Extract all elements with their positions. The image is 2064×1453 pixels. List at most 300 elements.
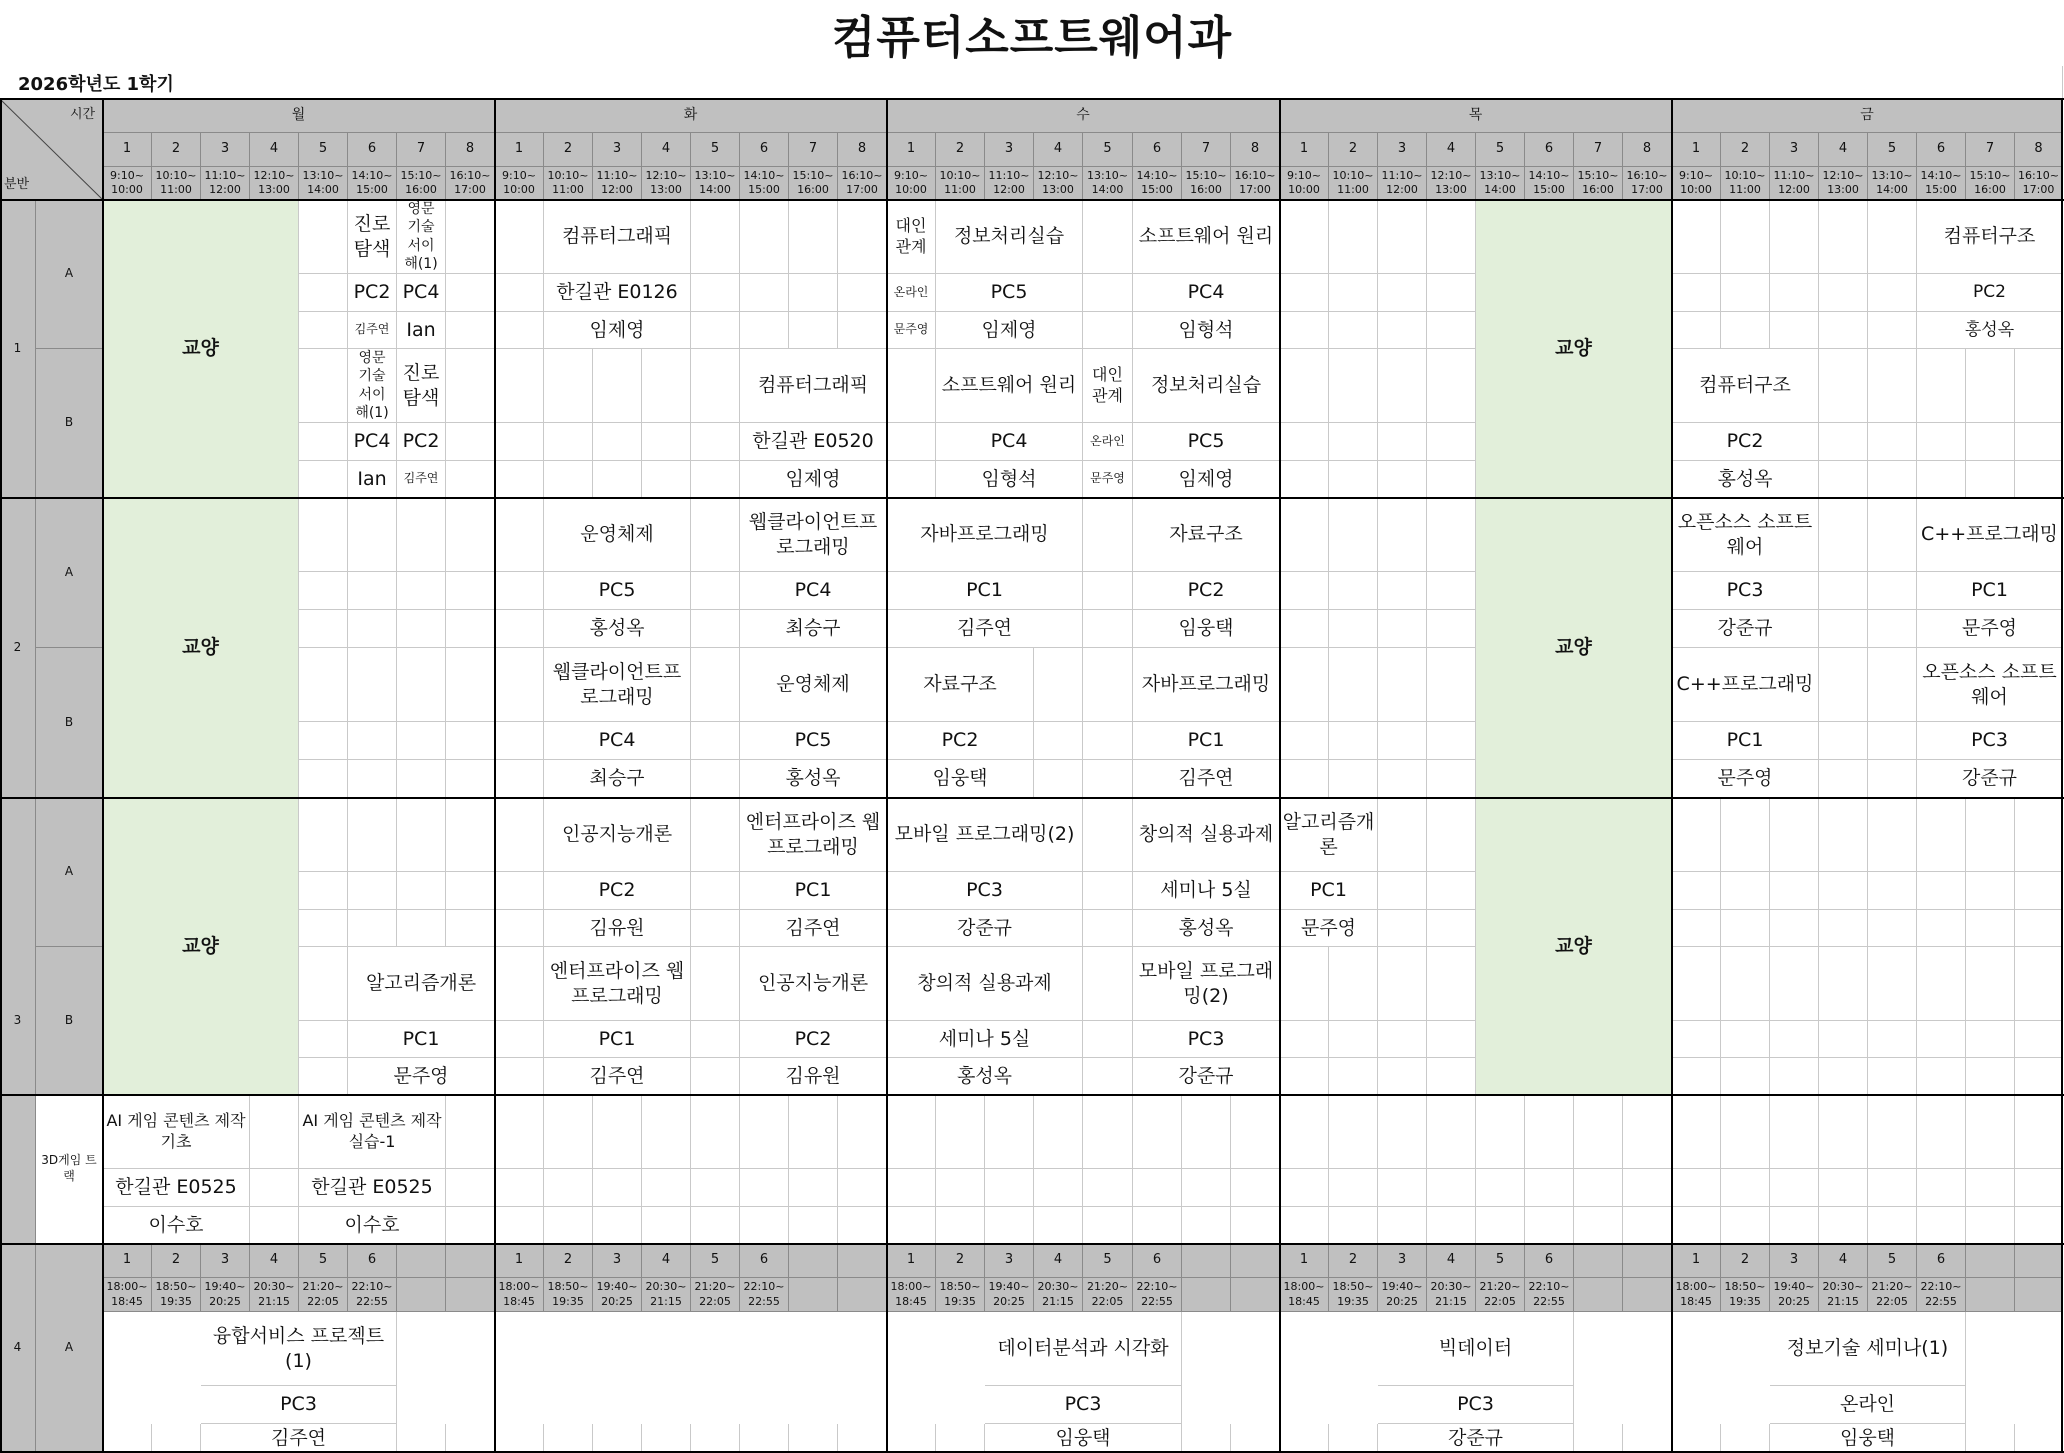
grid-cell[interactable] [1280, 461, 1329, 498]
grid-cell[interactable] [397, 1424, 446, 1453]
grid-cell[interactable] [1770, 1058, 1819, 1095]
course-name[interactable]: 오픈소스 소프트웨어 [1672, 498, 1819, 572]
grid-cell[interactable] [299, 872, 348, 910]
grid-cell[interactable] [1672, 1207, 1721, 1244]
course-professor[interactable]: 홍성옥 [1672, 461, 1819, 498]
grid-cell[interactable] [446, 200, 495, 274]
grid-cell[interactable] [446, 572, 495, 610]
grid-cell[interactable] [1623, 1095, 1672, 1169]
grid-cell[interactable] [299, 760, 348, 798]
grid-cell[interactable] [1083, 200, 1133, 274]
course-professor[interactable]: 임제영 [936, 312, 1083, 349]
grid-cell[interactable] [495, 498, 544, 572]
grid-cell[interactable] [1182, 1207, 1231, 1244]
grid-cell[interactable] [1868, 461, 1917, 498]
grid-cell[interactable] [1378, 872, 1427, 910]
course-room[interactable]: 세미나 5실 [1133, 872, 1280, 910]
grid-cell[interactable] [1721, 1169, 1770, 1207]
grid-cell[interactable] [691, 274, 740, 312]
course-professor[interactable]: 최승구 [740, 610, 887, 648]
course-professor[interactable]: 임제영 [544, 312, 691, 349]
grid-cell[interactable] [838, 1424, 887, 1453]
course-name[interactable]: 운영체제 [740, 648, 887, 722]
grid-cell[interactable] [1083, 722, 1133, 760]
course-professor[interactable]: 강준규 [1378, 1424, 1574, 1453]
grid-cell[interactable] [1917, 349, 1966, 423]
grid-cell[interactable] [1280, 648, 1329, 722]
grid-cell[interactable] [299, 274, 348, 312]
grid-cell[interactable] [1917, 1095, 1966, 1169]
grid-cell[interactable] [887, 1169, 936, 1207]
course-professor[interactable]: 김주연 [348, 312, 397, 349]
grid-cell[interactable] [1034, 648, 1083, 722]
grid-cell[interactable] [691, 910, 740, 947]
grid-cell[interactable] [446, 461, 495, 498]
grid-cell[interactable] [1378, 498, 1427, 572]
grid-cell[interactable] [1083, 572, 1133, 610]
grid-cell[interactable] [495, 910, 544, 947]
course-professor[interactable]: 강준규 [887, 910, 1083, 947]
grid-cell[interactable] [397, 648, 446, 722]
course-name[interactable]: 자바프로그래밍 [1133, 648, 1280, 722]
grid-cell[interactable] [299, 1058, 348, 1095]
grid-cell[interactable] [446, 349, 495, 423]
grid-cell[interactable] [789, 1095, 838, 1169]
grid-cell[interactable] [593, 349, 642, 423]
grid-cell[interactable] [1427, 200, 1476, 274]
grid-cell[interactable] [691, 947, 740, 1021]
course-room[interactable]: PC4 [348, 423, 397, 461]
grid-cell[interactable] [1770, 1021, 1819, 1058]
course-professor[interactable]: 문주영 [1917, 610, 2063, 648]
grid-cell[interactable] [1917, 461, 1966, 498]
grid-cell[interactable] [1182, 1095, 1231, 1169]
grid-cell[interactable] [103, 1424, 152, 1453]
course-name[interactable]: 진로 탐색 [397, 349, 446, 423]
grid-cell[interactable] [1476, 1169, 1525, 1207]
course-professor[interactable]: 문주영 [1083, 461, 1133, 498]
grid-cell[interactable] [1280, 349, 1329, 423]
course-name[interactable]: 자료구조 [887, 648, 1034, 722]
grid-cell[interactable] [1623, 1169, 1672, 1207]
grid-cell[interactable] [1083, 947, 1133, 1021]
course-name[interactable]: 정보처리실습 [1133, 349, 1280, 423]
grid-cell[interactable] [1034, 760, 1083, 798]
grid-cell[interactable] [1378, 274, 1427, 312]
grid-cell[interactable] [1917, 1021, 1966, 1058]
grid-cell[interactable] [1280, 760, 1329, 798]
grid-cell[interactable] [1280, 1095, 1329, 1169]
course-professor[interactable]: 임형석 [936, 461, 1083, 498]
grid-cell[interactable] [1966, 872, 2015, 910]
grid-cell[interactable] [397, 910, 446, 947]
grid-cell[interactable] [1329, 349, 1378, 423]
grid-cell[interactable] [1329, 722, 1378, 760]
grid-cell[interactable] [838, 312, 887, 349]
grid-cell[interactable] [495, 722, 544, 760]
grid-cell[interactable] [1721, 1095, 1770, 1169]
grid-cell[interactable] [1770, 312, 1819, 349]
grid-cell[interactable] [1133, 1207, 1182, 1244]
course-room[interactable]: PC1 [1917, 572, 2063, 610]
course-name[interactable]: C++프로그래밍 [1917, 498, 2063, 572]
grid-cell[interactable] [1378, 798, 1427, 872]
grid-cell[interactable] [1034, 1169, 1083, 1207]
grid-cell[interactable] [1427, 461, 1476, 498]
grid-cell[interactable] [544, 1095, 593, 1169]
grid-cell[interactable] [397, 722, 446, 760]
grid-cell[interactable] [1034, 1095, 1083, 1169]
grid-cell[interactable] [838, 1169, 887, 1207]
grid-cell[interactable] [1378, 200, 1427, 274]
grid-cell[interactable] [1329, 648, 1378, 722]
grid-cell[interactable] [642, 1207, 691, 1244]
course-name[interactable]: 정보처리실습 [936, 200, 1083, 274]
grid-cell[interactable] [1819, 1169, 1868, 1207]
grid-cell[interactable] [1770, 1095, 1819, 1169]
grid-cell[interactable] [985, 1169, 1034, 1207]
course-professor[interactable]: 강준규 [1133, 1058, 1280, 1095]
grid-cell[interactable] [1819, 648, 1868, 722]
course-room[interactable]: PC1 [544, 1021, 691, 1058]
grid-cell[interactable] [1819, 1021, 1868, 1058]
course-room[interactable]: PC2 [348, 274, 397, 312]
course-room[interactable]: PC3 [985, 1386, 1182, 1424]
grid-cell[interactable] [1966, 423, 2015, 461]
course-name[interactable]: AI 게임 콘텐츠 제작 기초 [103, 1095, 250, 1169]
grid-cell[interactable] [299, 910, 348, 947]
grid-cell[interactable] [1329, 498, 1378, 572]
grid-cell[interactable] [495, 1095, 544, 1169]
grid-cell[interactable] [1770, 872, 1819, 910]
course-name[interactable]: 컴퓨터그래픽 [740, 349, 887, 423]
grid-cell[interactable] [2015, 798, 2063, 872]
course-professor[interactable]: 김주연 [1133, 760, 1280, 798]
grid-cell[interactable] [152, 1424, 201, 1453]
grid-cell[interactable] [1819, 1207, 1868, 1244]
grid-cell[interactable] [397, 760, 446, 798]
grid-cell[interactable] [1427, 274, 1476, 312]
grid-cell[interactable] [1427, 1058, 1476, 1095]
grid-cell[interactable] [1672, 200, 1721, 274]
grid-cell[interactable] [1280, 1021, 1329, 1058]
grid-cell[interactable] [1966, 910, 2015, 947]
course-professor[interactable]: 홍성옥 [1133, 910, 1280, 947]
course-room[interactable]: 온라인 [887, 274, 936, 312]
grid-cell[interactable] [789, 312, 838, 349]
grid-cell[interactable] [887, 1424, 936, 1453]
grid-cell[interactable] [691, 461, 740, 498]
grid-cell[interactable] [1868, 200, 1917, 274]
grid-cell[interactable] [740, 1169, 789, 1207]
grid-cell[interactable] [1182, 1424, 1231, 1453]
grid-cell[interactable] [348, 910, 397, 947]
grid-cell[interactable] [446, 610, 495, 648]
grid-cell[interactable] [1868, 760, 1917, 798]
grid-cell[interactable] [1329, 461, 1378, 498]
grid-cell[interactable] [936, 1424, 985, 1453]
grid-cell[interactable] [1427, 910, 1476, 947]
grid-cell[interactable] [348, 872, 397, 910]
grid-cell[interactable] [1525, 1095, 1574, 1169]
grid-cell[interactable] [1917, 1169, 1966, 1207]
grid-cell[interactable] [446, 910, 495, 947]
grid-cell[interactable] [1574, 1169, 1623, 1207]
grid-cell[interactable] [1182, 1169, 1231, 1207]
grid-cell[interactable] [1917, 423, 1966, 461]
grid-cell[interactable] [1280, 610, 1329, 648]
course-name[interactable]: 인공지능개론 [544, 798, 691, 872]
course-room[interactable]: PC1 [1280, 872, 1378, 910]
grid-cell[interactable] [1378, 760, 1427, 798]
grid-cell[interactable] [1427, 947, 1476, 1021]
course-professor[interactable]: 이수호 [299, 1207, 446, 1244]
grid-cell[interactable] [740, 1207, 789, 1244]
grid-cell[interactable] [348, 498, 397, 572]
course-room[interactable]: PC2 [544, 872, 691, 910]
grid-cell[interactable] [1378, 610, 1427, 648]
grid-cell[interactable] [1280, 312, 1329, 349]
course-room[interactable]: PC1 [348, 1021, 495, 1058]
grid-cell[interactable] [789, 274, 838, 312]
grid-cell[interactable] [1083, 498, 1133, 572]
grid-cell[interactable] [1427, 1095, 1476, 1169]
grid-cell[interactable] [1280, 572, 1329, 610]
course-professor[interactable]: 이수호 [103, 1207, 250, 1244]
grid-cell[interactable] [1868, 1095, 1917, 1169]
grid-cell[interactable] [593, 1169, 642, 1207]
grid-cell[interactable] [642, 349, 691, 423]
grid-cell[interactable] [495, 648, 544, 722]
course-room[interactable]: PC2 [1672, 423, 1819, 461]
grid-cell[interactable] [446, 498, 495, 572]
grid-cell[interactable] [495, 461, 544, 498]
grid-cell[interactable] [446, 798, 495, 872]
grid-cell[interactable] [1868, 1169, 1917, 1207]
grid-cell[interactable] [1721, 312, 1770, 349]
grid-cell[interactable] [1770, 1207, 1819, 1244]
grid-cell[interactable] [2015, 1424, 2063, 1453]
course-professor[interactable]: 김유원 [740, 1058, 887, 1095]
grid-cell[interactable] [299, 572, 348, 610]
grid-cell[interactable] [1427, 1207, 1476, 1244]
grid-cell[interactable] [1083, 1169, 1133, 1207]
course-name[interactable]: 엔터프라이즈 웹프로그래밍 [740, 798, 887, 872]
grid-cell[interactable] [1672, 274, 1721, 312]
grid-cell[interactable] [1280, 1424, 1329, 1453]
grid-cell[interactable] [299, 498, 348, 572]
course-professor[interactable]: 임형석 [1133, 312, 1280, 349]
grid-cell[interactable] [1427, 872, 1476, 910]
grid-cell[interactable] [1868, 872, 1917, 910]
grid-cell[interactable] [1476, 1207, 1525, 1244]
grid-cell[interactable] [1966, 1058, 2015, 1095]
grid-cell[interactable] [1378, 648, 1427, 722]
grid-cell[interactable] [1133, 1095, 1182, 1169]
grid-cell[interactable] [2015, 1207, 2063, 1244]
grid-cell[interactable] [250, 1095, 299, 1169]
grid-cell[interactable] [495, 349, 544, 423]
course-room[interactable]: PC4 [740, 572, 887, 610]
grid-cell[interactable] [642, 461, 691, 498]
grid-cell[interactable] [1083, 1058, 1133, 1095]
course-room[interactable]: PC1 [887, 572, 1083, 610]
course-professor[interactable]: 김주연 [544, 1058, 691, 1095]
grid-cell[interactable] [1721, 910, 1770, 947]
grid-cell[interactable] [1868, 648, 1917, 722]
course-name[interactable]: 자료구조 [1133, 498, 1280, 572]
grid-cell[interactable] [544, 349, 593, 423]
grid-cell[interactable] [1770, 274, 1819, 312]
grid-cell[interactable] [1280, 1169, 1329, 1207]
course-room[interactable]: PC3 [201, 1386, 397, 1424]
course-professor[interactable]: 임제영 [740, 461, 887, 498]
grid-cell[interactable] [544, 1207, 593, 1244]
course-professor[interactable]: 홍성옥 [740, 760, 887, 798]
course-room[interactable]: 한길관 E0525 [299, 1169, 446, 1207]
grid-cell[interactable] [397, 872, 446, 910]
grid-cell[interactable] [1329, 1058, 1378, 1095]
grid-cell[interactable] [1427, 610, 1476, 648]
course-name[interactable]: 영문 기술 서이 해(1) [348, 349, 397, 423]
grid-cell[interactable] [299, 610, 348, 648]
course-name[interactable]: 창의적 실용과제 [887, 947, 1083, 1021]
grid-cell[interactable] [691, 610, 740, 648]
grid-cell[interactable] [1574, 1424, 1623, 1453]
course-professor[interactable]: 김유원 [544, 910, 691, 947]
grid-cell[interactable] [1231, 1169, 1280, 1207]
course-name[interactable]: 데이터분석과 시각화 [985, 1312, 1182, 1386]
grid-cell[interactable] [1427, 498, 1476, 572]
course-professor[interactable]: 문주영 [887, 312, 936, 349]
grid-cell[interactable] [1329, 1021, 1378, 1058]
grid-cell[interactable] [1378, 1021, 1427, 1058]
course-professor[interactable]: 홍성옥 [544, 610, 691, 648]
grid-cell[interactable] [1231, 1207, 1280, 1244]
grid-cell[interactable] [348, 798, 397, 872]
grid-cell[interactable] [495, 610, 544, 648]
grid-cell[interactable] [299, 1021, 348, 1058]
grid-cell[interactable] [1378, 312, 1427, 349]
course-name[interactable]: AI 게임 콘텐츠 제작 실습-1 [299, 1095, 446, 1169]
grid-cell[interactable] [691, 872, 740, 910]
grid-cell[interactable] [446, 872, 495, 910]
grid-cell[interactable] [1721, 1021, 1770, 1058]
grid-cell[interactable] [1427, 572, 1476, 610]
grid-cell[interactable] [446, 312, 495, 349]
grid-cell[interactable] [1378, 722, 1427, 760]
course-professor[interactable]: Ian [397, 312, 446, 349]
course-name[interactable]: 엔터프라이즈 웹프로그래밍 [544, 947, 691, 1021]
grid-cell[interactable] [1083, 312, 1133, 349]
course-name[interactable]: 정보기술 세미나(1) [1770, 1312, 1966, 1386]
grid-cell[interactable] [1427, 1169, 1476, 1207]
grid-cell[interactable] [691, 1207, 740, 1244]
grid-cell[interactable] [1721, 1424, 1770, 1453]
course-room[interactable]: PC2 [887, 722, 1034, 760]
grid-cell[interactable] [1329, 1095, 1378, 1169]
grid-cell[interactable] [2015, 461, 2063, 498]
grid-cell[interactable] [1083, 274, 1133, 312]
course-room[interactable]: PC5 [544, 572, 691, 610]
grid-cell[interactable] [1427, 1021, 1476, 1058]
grid-cell[interactable] [446, 722, 495, 760]
course-professor[interactable]: 문주영 [1280, 910, 1378, 947]
grid-cell[interactable] [642, 423, 691, 461]
grid-cell[interactable] [495, 312, 544, 349]
course-room[interactable]: PC5 [740, 722, 887, 760]
course-name[interactable]: 자바프로그래밍 [887, 498, 1083, 572]
grid-cell[interactable] [838, 274, 887, 312]
grid-cell[interactable] [2015, 1058, 2063, 1095]
course-name[interactable]: 진로 탐색 [348, 200, 397, 274]
grid-cell[interactable] [691, 760, 740, 798]
grid-cell[interactable] [593, 1424, 642, 1453]
grid-cell[interactable] [495, 947, 544, 1021]
course-professor[interactable]: 강준규 [1917, 760, 2063, 798]
grid-cell[interactable] [299, 423, 348, 461]
grid-cell[interactable] [1868, 349, 1917, 423]
course-professor[interactable]: 임웅택 [1770, 1424, 1966, 1453]
course-room[interactable]: PC4 [936, 423, 1083, 461]
grid-cell[interactable] [1868, 1021, 1917, 1058]
course-name[interactable]: 창의적 실용과제 [1133, 798, 1280, 872]
grid-cell[interactable] [495, 200, 544, 274]
course-room[interactable]: PC2 [740, 1021, 887, 1058]
course-room[interactable]: PC4 [397, 274, 446, 312]
grid-cell[interactable] [495, 1058, 544, 1095]
grid-cell[interactable] [299, 798, 348, 872]
course-professor[interactable]: 문주영 [348, 1058, 495, 1095]
grid-cell[interactable] [740, 200, 789, 274]
grid-cell[interactable] [299, 312, 348, 349]
grid-cell[interactable] [348, 648, 397, 722]
grid-cell[interactable] [1966, 947, 2015, 1021]
grid-cell[interactable] [1083, 610, 1133, 648]
grid-cell[interactable] [299, 461, 348, 498]
course-professor[interactable]: 김주연 [887, 610, 1083, 648]
grid-cell[interactable] [593, 423, 642, 461]
course-professor[interactable]: 김주연 [740, 910, 887, 947]
grid-cell[interactable] [1819, 1058, 1868, 1095]
course-room[interactable]: PC3 [1133, 1021, 1280, 1058]
grid-cell[interactable] [838, 200, 887, 274]
grid-cell[interactable] [593, 1095, 642, 1169]
grid-cell[interactable] [1868, 423, 1917, 461]
grid-cell[interactable] [1770, 200, 1819, 274]
grid-cell[interactable] [1966, 1169, 2015, 1207]
grid-cell[interactable] [1083, 648, 1133, 722]
grid-cell[interactable] [2015, 423, 2063, 461]
grid-cell[interactable] [1819, 722, 1868, 760]
course-professor[interactable]: 최승구 [544, 760, 691, 798]
grid-cell[interactable] [789, 1424, 838, 1453]
grid-cell[interactable] [495, 274, 544, 312]
grid-cell[interactable] [691, 722, 740, 760]
grid-cell[interactable] [1280, 947, 1329, 1021]
grid-cell[interactable] [1672, 872, 1721, 910]
grid-cell[interactable] [1280, 722, 1329, 760]
grid-cell[interactable] [397, 610, 446, 648]
grid-cell[interactable] [495, 798, 544, 872]
grid-cell[interactable] [1427, 760, 1476, 798]
grid-cell[interactable] [1672, 910, 1721, 947]
grid-cell[interactable] [1378, 572, 1427, 610]
grid-cell[interactable] [1672, 947, 1721, 1021]
grid-cell[interactable] [397, 498, 446, 572]
course-name[interactable]: 대인 관계 [887, 200, 936, 274]
grid-cell[interactable] [1329, 423, 1378, 461]
